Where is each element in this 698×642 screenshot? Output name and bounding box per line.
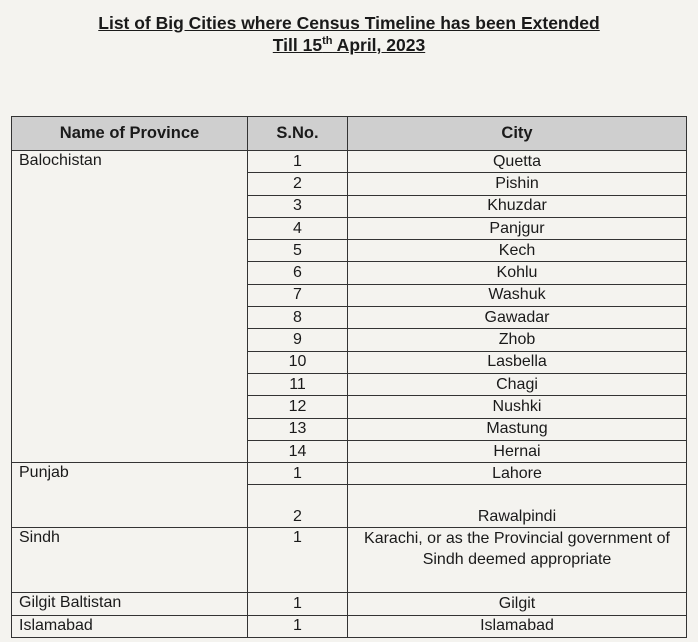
table-row [12,463,687,485]
sno-cell: 7 [248,284,348,306]
city-cell: Chagi [348,373,687,395]
title-line-2 [0,34,698,56]
header-sno: S.No. [248,117,348,151]
title-line-1: List of Big Cities where Census Timeline has been Extended [98,13,600,33]
city-cell: Panjgur [348,217,687,239]
sno-cell: 14 [248,440,348,462]
city-cell: Karachi, or as the Provincial government of Sindh deemed appropriate [348,528,687,593]
province-cell: Islamabad [12,615,248,637]
sno-cell: 1 [248,593,348,615]
city-cell: Hernai [348,440,687,462]
sno-cell: 4 [248,217,348,239]
document-title [0,12,698,56]
province-cell: Punjab [12,463,248,528]
sno-cell: 1 [248,615,348,637]
sno-cell: 3 [248,195,348,217]
header-province: Name of Province [12,117,248,151]
city-cell: Mastung [348,418,687,440]
sno-cell: 13 [248,418,348,440]
city-cell: Zhob [348,329,687,351]
city-cell: Rawalpindi [348,485,687,528]
province-cell: Gilgit Baltistan [12,593,248,615]
city-cell: Kohlu [348,262,687,284]
sno-cell: 2 [248,485,348,528]
sno-cell: 1 [248,528,348,593]
sno-cell: 1 [248,463,348,485]
sno-cell: 6 [248,262,348,284]
sno-cell: 5 [248,240,348,262]
cities-table [11,116,687,638]
sno-cell: 2 [248,173,348,195]
city-cell: Lahore [348,463,687,485]
table-row [12,151,687,173]
city-cell: Gawadar [348,307,687,329]
city-cell: Kech [348,240,687,262]
city-cell: Washuk [348,284,687,306]
province-cell: Balochistan [12,151,248,463]
sno-cell: 12 [248,396,348,418]
title-line-2-prefix: Till 15 [272,35,323,55]
city-cell: Islamabad [348,615,687,637]
title-line-2-sup: th [322,35,333,48]
header-city: City [348,117,687,151]
table-header-row [12,117,687,151]
city-cell: Khuzdar [348,195,687,217]
sno-cell: 11 [248,373,348,395]
city-cell: Quetta [348,151,687,173]
table-row [12,528,687,593]
province-cell: Sindh [12,528,248,593]
city-cell: Gilgit [348,593,687,615]
city-cell: Pishin [348,173,687,195]
city-cell: Lasbella [348,351,687,373]
city-cell: Nushki [348,396,687,418]
table-row [12,593,687,615]
sno-cell: 1 [248,151,348,173]
sno-cell: 10 [248,351,348,373]
sno-cell: 9 [248,329,348,351]
sno-cell: 8 [248,307,348,329]
title-line-2-suffix: April, 2023 [332,35,426,55]
table-row [12,615,687,637]
